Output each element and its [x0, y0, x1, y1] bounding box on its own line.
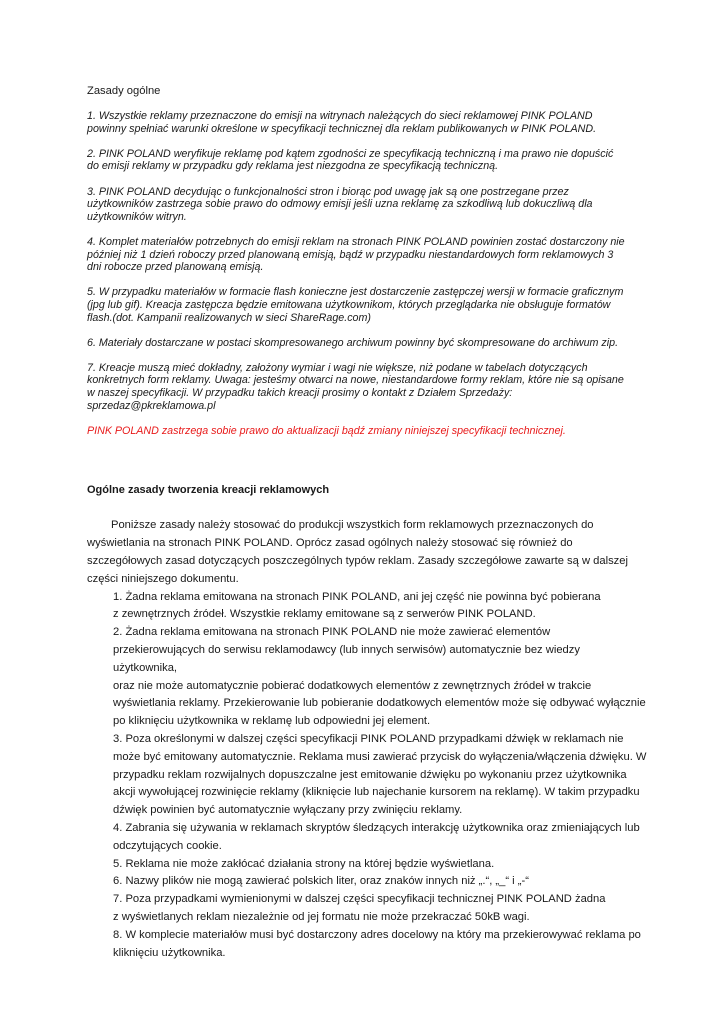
list-item-number: 5.	[113, 857, 123, 870]
general-rule-6: 6. Materiały dostarczane w postaci skompresowanego archiwum powinny być skompresowane do archiwum zip.	[87, 336, 619, 349]
list-item-text: Poza przypadkami wymienionymi w dalszej części specyfikacji technicznej PINK POLAND żadna z wyświetlanych reklam niezależnie od jej formatu nie może przekraczać 50kB wagi.	[113, 893, 606, 923]
list-item-text: Żadna reklama emitowana na stronach PINK POLAND nie może zawierać elementów przekierowujących do serwisu reklamodawcy (lub innych serwisów) automatycznie bez wiedzy użytkownika, oraz nie może automatycznie pobierać dodatkowych elementów z zewnętrznych źródeł w trakcie wyświetlania reklamy. Przekierowanie lub pobieranie dodatkowych elementów może się odbywać wyłącznie po kliknięciu użytkownika w reklamę lub odpowiedni jej element.	[113, 626, 646, 728]
list-item-number: 8.	[113, 928, 123, 941]
list-item-number: 2.	[113, 626, 123, 639]
list-item-text: Zabrania się używania w reklamach skryptów śledzących interakcję użytkownika oraz zmieniających lub odczytujących cookie.	[113, 821, 640, 852]
list-item-number: 1.	[113, 590, 123, 603]
general-rule-7: 7. Kreacje muszą mieć dokładny, założony wymiar i wagi nie większe, niż podane w tabelach dotyczących konkretnych form reklamy. Uwaga: jesteśmy otwarci na nowe, niestandardowe formy reklam, które nie są opisane w naszej specyfikacji. W przypadku takich kreacji prosimy o kontakt z Działem Sprzedaży: sprzedaz@pkreklamowa.pl	[87, 361, 624, 412]
creation-rules-title: Ogólne zasady tworzenia kreacji reklamowych	[87, 484, 330, 497]
creation-rules-intro: Poniższe zasady należy stosować do produkcji wszystkich form reklamowych przeznaczonych do wyświetlania na stronach PINK POLAND. Oprócz zasad ogólnych należy stosować się również do szczegółowych zasad dotyczących poszczególnych typów reklam. Zasady szczegółowe zawarte są w dalszej części niniejszego dokumentu.	[87, 519, 628, 585]
list-item	[87, 856, 647, 874]
document-content	[87, 84, 647, 962]
general-rules-title: Zasady ogólne	[87, 85, 161, 97]
general-rule-4: 4. Komplet materiałów potrzebnych do emisji reklam na stronach PINK POLAND powinien zostać dostarczony nie później niż 1 dzień roboczy przed planowaną emisją, bądź w przypadku niestandardowych form reklamowych 3 dni robocze przed planowaną emisją.	[87, 235, 625, 274]
list-item-number: 3.	[113, 733, 123, 745]
list-item-number: 7.	[113, 893, 123, 906]
list-item-number: 6.	[113, 875, 123, 888]
list-item	[87, 891, 647, 927]
list-item	[87, 589, 647, 625]
list-item	[87, 731, 647, 820]
general-rule-1: 1. Wszystkie reklamy przeznaczone do emisji na witrynach należących do sieci reklamowej PINK POLAND powinny spełniać warunki określone w specyfikacji technicznej dla reklam publikowanych w PINK POLAND.	[87, 110, 597, 135]
list-item	[87, 873, 647, 891]
list-item-text: Poza określonymi w dalszej części specyfikacji PINK POLAND przypadkami dźwięk w reklamach nie może być emitowany automatycznie. Reklama musi zawierać przycisk do wyłączenia/włączenia dźwięku. W przypadku reklam rozwijalnych dopuszczalne jest emitowanie dźwięku po wykonaniu przez użytkownika akcji wywołującej rozwinięcie reklamy (kliknięcie lub najechanie kursorem na reklamę). W takim przypadku dźwięk powinien być automatycznie wyłączany przy zwinięciu reklamy.	[113, 733, 647, 817]
list-item-text: Reklama nie może zakłócać działania strony na której będzie wyświetlana.	[125, 857, 495, 870]
list-item	[87, 820, 647, 856]
list-item	[87, 624, 647, 731]
list-item-text: Żadna reklama emitowana na stronach PINK POLAND, ani jej część nie powinna być pobierana z zewnętrznych źródeł. Wszystkie reklamy emitowane są z serwerów PINK POLAND.	[113, 590, 601, 621]
list-item-text: Nazwy plików nie mogą zawierać polskich liter, oraz znaków innych niż „.“, „_“ i „-“	[125, 875, 529, 888]
general-rule-3: 3. PINK POLAND decydując o funkcjonalności stron i biorąc pod uwagę jak są one postrzegane przez użytkowników zastrzega sobie prawo do odmowy emisji jeśli uzna reklamę za szkodliwą lub dokuczliwą dla użytkowników witryn.	[87, 185, 593, 223]
list-item-text: W komplecie materiałów musi być dostarczony adres docelowy na który ma przekierowywać reklama po kliknięciu użytkownika.	[113, 928, 641, 959]
general-rule-5: 5. W przypadku materiałów w formacie flash konieczne jest dostarczenie zastępczej wersji w formacie graficznym (jpg lub gif). Kreacja zastępcza będzie emitowana użytkownikom, których przeglądarka nie obsługuje formatów flash.(dot. Kampanii realizowanych w sieci ShareRage.com)	[87, 286, 624, 324]
general-rule-2: 2. PINK POLAND weryfikuje reklamę pod kątem zgodności ze specyfikacją techniczną i ma prawo nie dopuścić do emisji reklamy w przypadku gdy reklama jest niezgodna ze specyfikacją techniczną.	[87, 147, 614, 173]
list-item-number: 4.	[113, 821, 123, 834]
list-item	[87, 927, 647, 963]
creation-rules-list	[87, 589, 647, 963]
update-notice: PINK POLAND zastrzega sobie prawo do aktualizacji bądź zmiany niniejszej specyfikacji technicznej.	[87, 424, 566, 437]
